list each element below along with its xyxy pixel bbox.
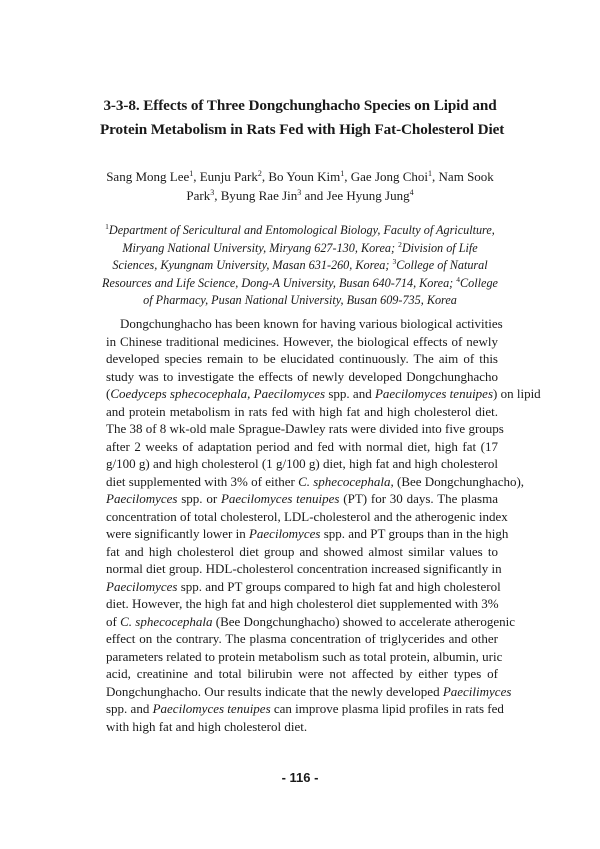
abstract-line: diet. However, the high fat and high cholesterol diet supplemented with 3% [106,596,499,611]
page-number: - 116 - [281,770,319,785]
separator: , [432,169,439,184]
species-name: Paecilimyces [442,683,512,699]
species-name: Paecilomyces tenuipes [220,491,340,506]
species-name: Paecilomyces [253,386,326,401]
affiliation-marker: 1 [105,222,109,231]
author: Gae Jong Choi [350,169,429,184]
abstract-line: Paecilomyces spp. and PT groups compared to high fat and high cholesterol [106,578,501,594]
abstract-line: in Chinese traditional medicines. However, the biological effects of newly [106,333,498,349]
species-name: C. sphecocephala [120,613,213,629]
abstract-line: developed species remain to be elucidated continuously. The aim of this [106,351,498,366]
abstract-line: after 2 weeks of adaptation period and fed with normal diet, high fat (17 [106,438,498,454]
abstract-line: spp. and Paecilomyces tenuipes can improve plasma lipid profiles in rats fed [106,701,504,716]
species-name: Paecilomyces [106,491,178,506]
separator: and [301,187,327,203]
abstract-line: Paecilomyces spp. or Paecilomyces tenuipes (PT) for 30 days. The plasma [106,491,498,506]
separator: , [261,169,269,184]
author: Byung Rae Jin [220,187,298,203]
title-line-1: 3-3-8. Effects of Three Dongchunghacho Species on Lipid and [103,97,497,114]
paper-title [100,94,505,142]
abstract-line: parameters related to protein metabolism such as total protein, albumin, uric [106,648,503,664]
affiliation-marker: 2 [257,169,262,178]
separator: , [193,169,200,184]
affiliation-text: Division of Life Sciences, Kyungnam University, Masan 631-260, Korea; [112,240,478,273]
abstract-line: fat and high cholesterol diet group and showed almost similar values to [106,543,498,559]
author: Bo Youn Kim [268,169,341,184]
abstract-line: effect on the contrary. The plasma concentration of triglycerides and other [106,631,498,646]
affiliation-marker: 2 [398,239,402,249]
species-name: Coedyceps sphecocephala, [110,386,251,401]
abstract-line: with high fat and high cholesterol diet. [106,718,308,734]
affiliation-marker: 1 [340,169,345,178]
author-list [100,168,500,205]
abstract-line: diet supplemented with 3% of either C. sphecocephala, (Bee Dongchunghacho), [106,473,525,489]
abstract-line: acid, creatinine and total bilirubin were not affected by either types of [106,666,498,681]
abstract-line: Dongchunghacho. Our results indicate that the newly developed Paecilimyces [106,683,512,699]
author-part: Park [186,187,211,203]
abstract-line: study was to investigate the effects of newly developed Dongchunghacho [106,368,498,384]
abstract-line: Dongchunghacho has been known for having various biological activities [120,316,503,331]
affiliations [100,222,500,310]
separator: , [214,187,221,203]
abstract-line: g/100 g) and high cholesterol (1 g/100 g) diet, high fat and high cholesterol [106,456,498,471]
affiliation-marker: 3 [210,187,215,197]
affiliation-marker: 4 [409,187,414,197]
abstract-line: normal diet group. HDL-cholesterol concentration increased significantly in [106,561,502,576]
affiliation-marker: 1 [189,169,194,178]
species-name: Paecilomyces tenuipes [152,701,271,716]
abstract-line: concentration of total cholesterol, LDL-cholesterol and the atherogenic index [106,508,508,524]
affiliation-text: College of Natural Resources and Life Science, Dong-A University, Busan 640-714, Korea; [102,258,488,290]
separator: , [344,169,351,184]
abstract-line: The 38 of 8 wk-old male Sprague-Dawley rats were divided into five groups [106,421,504,436]
species-name: Paecilomyces [248,526,321,541]
species-name: C. sphecocephala, [298,473,394,489]
author: Sang Mong Lee [106,169,190,184]
affiliation-text: Department of Sericultural and Entomological Biology, Faculty of Agriculture, Miryang National University, Miryang 627-130, Korea; [108,223,495,255]
affiliation-marker: 4 [456,274,461,284]
affiliation-marker: 1 [428,169,433,178]
abstract-line: of C. sphecocephala (Bee Dongchunghacho) showed to accelerate atherogenic [106,613,515,629]
abstract-line: (Coedyceps sphecocephala, Paecilomyces spp. and Paecilomyces tenuipes) on lipid [106,386,541,401]
species-name: Paecilomyces tenuipes [374,386,494,401]
abstract-line: and protein metabolism in rats fed with high fat and high cholesterol diet. [106,403,498,419]
affiliation-marker: 3 [297,187,302,197]
author: Jee Hyung Jung [326,187,410,203]
title-line-2: Protein Metabolism in Rats Fed with High Fat-Cholesterol Diet [100,121,505,138]
species-name: Paecilomyces [106,578,178,594]
affiliation-marker: 3 [392,257,397,267]
affiliation-text: College of Pharmacy, Pusan National University, Busan 609-735, Korea [143,275,498,308]
author-part: Nam Sook [438,169,494,184]
author: Eunju Park [199,169,258,184]
abstract-line: were significantly lower in Paecilomyces spp. and PT groups than in the high [106,526,509,541]
abstract-body [106,315,541,735]
